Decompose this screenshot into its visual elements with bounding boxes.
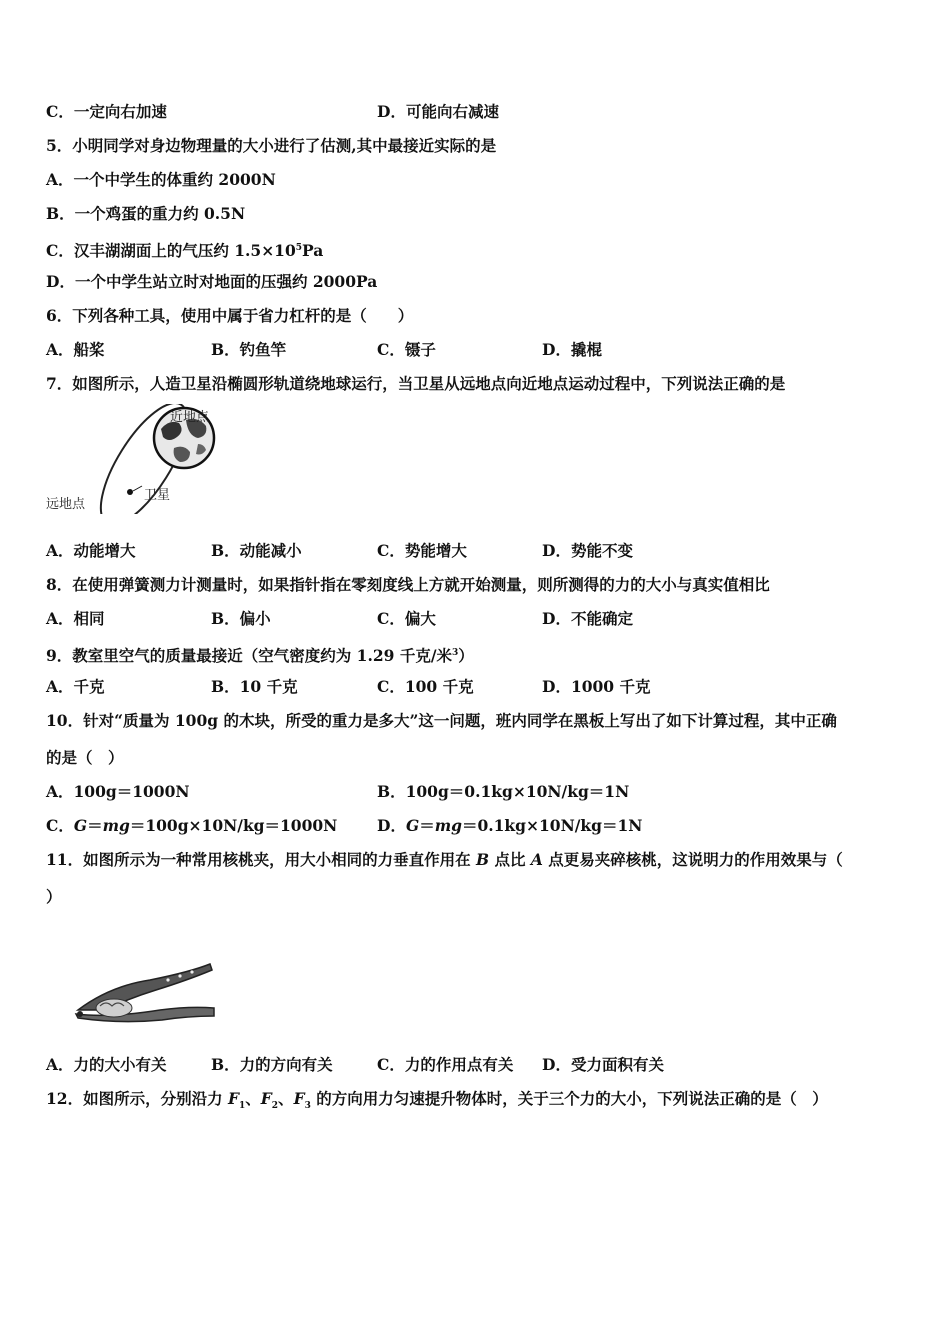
q10-option-a: A．100g＝1000N [46, 782, 190, 801]
hinge-icon [77, 1011, 83, 1017]
q8-option-a: A．相同 [46, 609, 105, 628]
far-point-label: 远地点 [46, 497, 86, 512]
q7-stem: 7．如图所示，人造卫星沿椭圆形轨道绕地球运行，当卫星从远地点向近地点运动过程中，下列说法正确的是 [46, 374, 786, 393]
q10-option-d: D．G＝mg＝0.1kg×10N/kg＝1N [377, 816, 643, 835]
q6-option-b: B．钓鱼竿 [211, 340, 287, 359]
q8-stem: 8．在使用弹簧测力计测量时，如果指针指在零刻度线上方就开始测量，则所测得的力的大小与真实值相比 [46, 575, 770, 594]
q6-option-c: C．镊子 [377, 340, 436, 359]
q10-stem-line1: 10．针对“质量为 100g 的木块，所受的重力是多大”这一问题，班内同学在黑板上写出了如下计算过程，其中正确 [46, 711, 837, 730]
q5-option-d: D．一个中学生站立时对地面的压强约 2000Pa [46, 272, 378, 291]
q4-option-d: D．可能向右减速 [377, 102, 499, 121]
q12-stem: 12．如图所示，分别沿力 $F_1$、$F_2$、$F_3$ 的方向用力匀速提升物体时，关于三个力的大小，下列说法正确的是（ ） [46, 1089, 828, 1112]
q4-option-c: C．一定向右加速 [46, 102, 167, 121]
q6-option-a: A．船桨 [46, 340, 105, 359]
q7-option-c: C．势能增大 [377, 541, 467, 560]
q5-option-c: C．汉丰湖湖面上的气压约 $1.5\times 10^5Pa$ [46, 241, 324, 261]
q11-option-b: B．力的方向有关 [211, 1055, 333, 1074]
q9-option-c: C．100 千克 [377, 677, 474, 696]
q9-option-b: B．10 千克 [211, 677, 298, 696]
q11-option-d: D．受力面积有关 [542, 1055, 664, 1074]
q7-option-d: D．势能不变 [542, 541, 633, 560]
q8-option-d: D．不能确定 [542, 609, 633, 628]
q9-option-d: D．1000 千克 [542, 677, 651, 696]
q10-option-c: C．G＝mg＝100g×10N/kg＝1000N [46, 816, 338, 835]
satellite-icon [127, 489, 133, 495]
q7-option-a: A．动能增大 [46, 541, 136, 560]
q8-option-c: C．偏大 [377, 609, 436, 628]
nut-cavity [96, 999, 132, 1017]
q11-option-c: C．力的作用点有关 [377, 1055, 514, 1074]
q5-option-a: A．一个中学生的体重约 2000N [46, 170, 276, 189]
q6-option-d: D．撬棍 [542, 340, 602, 359]
q11-stem-line1: 11．如图所示为一种常用核桃夹，用大小相同的力垂直作用在 B 点比 A 点更易夹碎核桃，这说明力的作用效果与（ [46, 850, 843, 869]
q6-stem: 6．下列各种工具，使用中属于省力杠杆的是（ ） [46, 306, 414, 325]
q5-stem: 5．小明同学对身边物理量的大小进行了估测,其中最接近实际的是 [46, 136, 497, 155]
q8-option-b: B．偏小 [211, 609, 271, 628]
nutcracker-figure [70, 958, 220, 1028]
q10-option-b: B．100g＝0.1kg×10N/kg＝1N [377, 782, 630, 801]
q11-stem-line2: ） [46, 887, 62, 906]
near-point-label: 近地点 [170, 410, 210, 425]
q5-option-b: B．一个鸡蛋的重力约 0.5N [46, 204, 246, 223]
q9-option-a: A．千克 [46, 677, 105, 696]
satellite-label: 卫星 [144, 488, 171, 503]
q7-option-b: B．动能减小 [211, 541, 302, 560]
q10-stem-line2: 的是（ ） [46, 748, 124, 767]
q11-option-a: A．力的大小有关 [46, 1055, 167, 1074]
q9-stem: 9．教室里空气的质量最接近（空气密度约为 1.29 千克/米$^3$） [46, 646, 474, 666]
